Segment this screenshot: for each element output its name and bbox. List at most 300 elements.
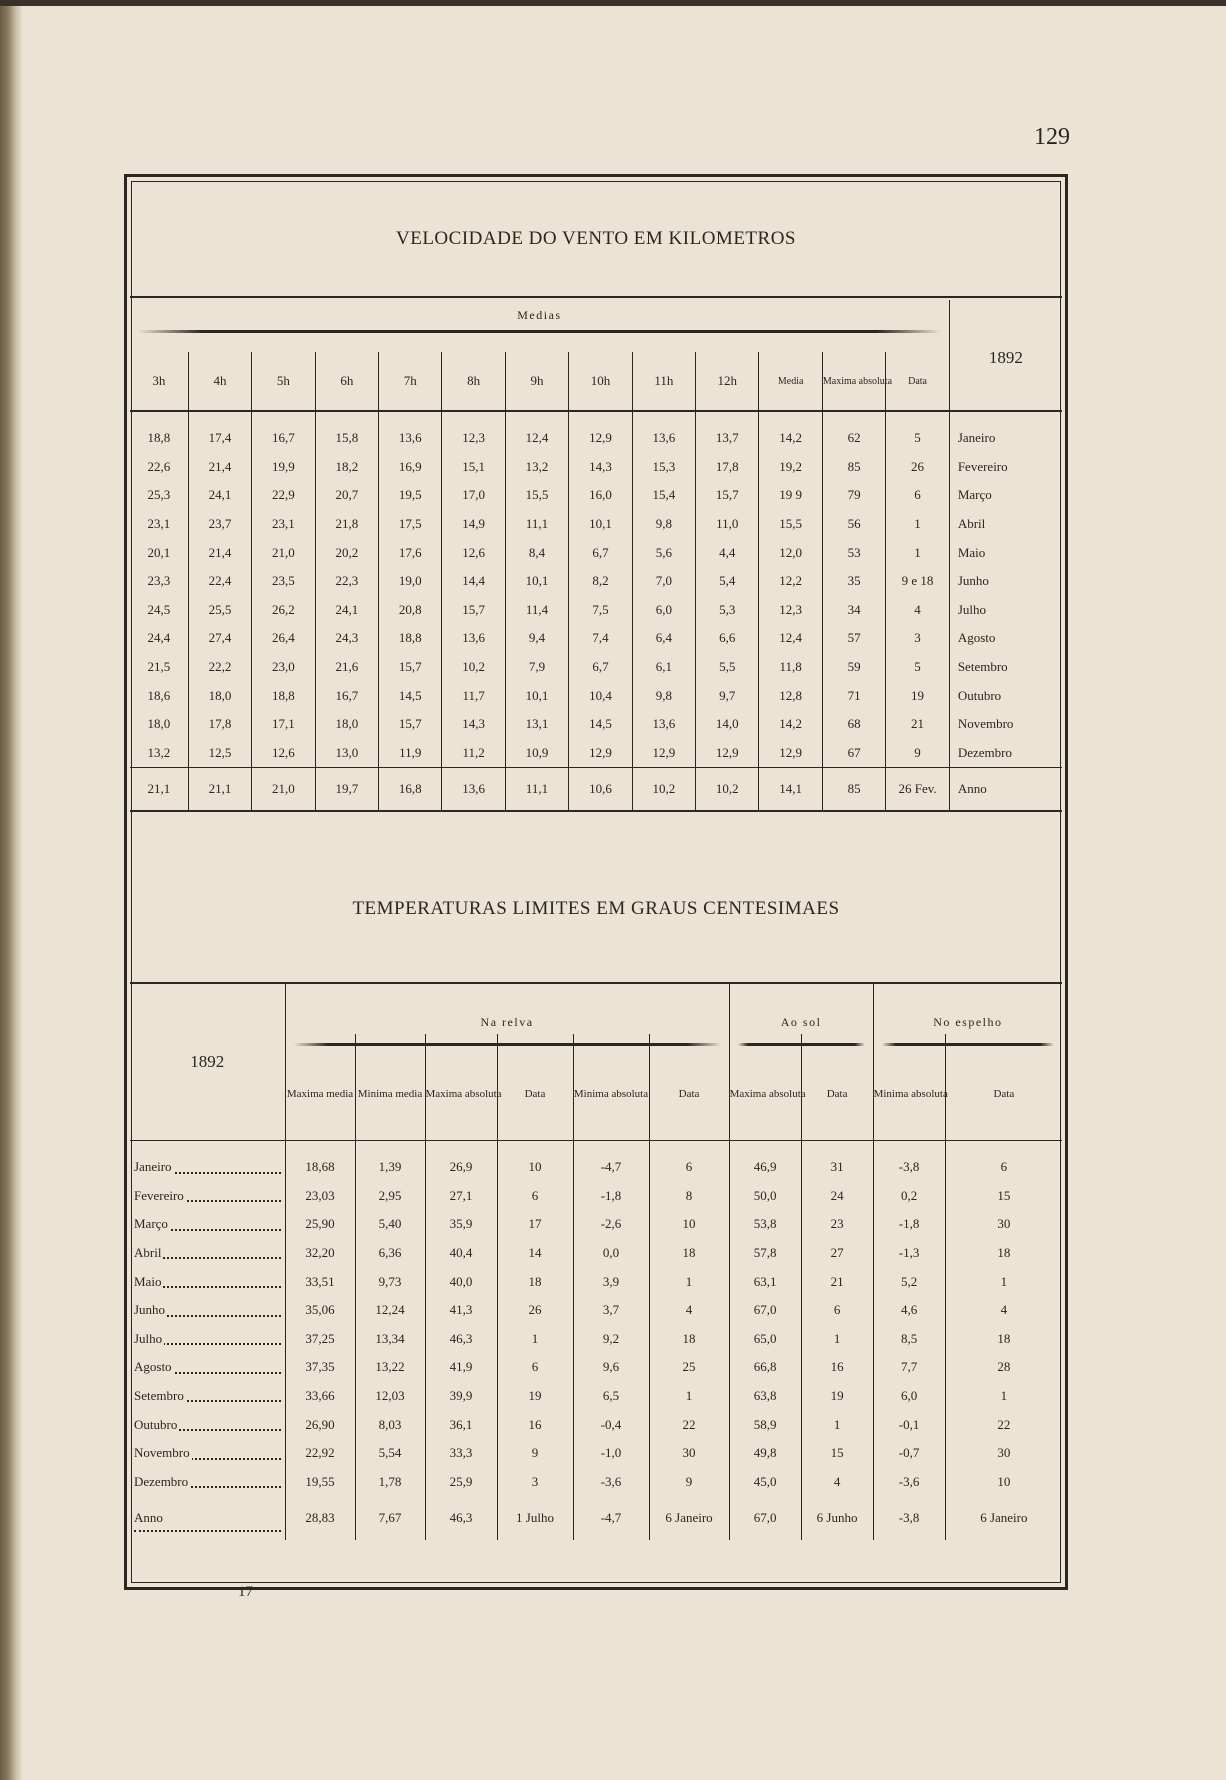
wind-cell: 22,3	[315, 567, 378, 596]
wind-annual-cell: 16,8	[379, 768, 442, 812]
medias-group-header	[130, 300, 949, 352]
temperature-cell: 16	[801, 1353, 873, 1382]
wind-cell: 12,8	[759, 681, 822, 710]
temperature-cell: 1	[649, 1382, 729, 1411]
temperature-cell: 9	[649, 1468, 729, 1497]
wind-cell: 21,6	[315, 653, 378, 682]
wind-col-header: 12h	[696, 352, 759, 411]
wind-month: Abril	[957, 516, 986, 532]
temperature-col-header: Data	[649, 1034, 729, 1141]
temperature-cell: 26	[497, 1296, 573, 1325]
temperature-cell: 9,6	[573, 1353, 649, 1382]
temperature-cell: -1,8	[873, 1210, 945, 1239]
wind-cell: 24,1	[188, 481, 251, 510]
temperature-cell: -0,1	[873, 1410, 945, 1439]
wind-cell: 15,7	[696, 481, 759, 510]
wind-cell: 14,9	[442, 510, 505, 539]
wind-cell: 21,5	[130, 653, 188, 682]
wind-annual-cell: 21,0	[252, 768, 315, 812]
wind-cell: 14,2	[759, 411, 822, 453]
temperature-cell: 18	[997, 1245, 1011, 1261]
temperature-cell: 9	[497, 1439, 573, 1468]
wind-cell: 18,0	[315, 710, 378, 739]
wind-cell: 12,3	[442, 411, 505, 453]
temperature-month-label: Setembro	[134, 1388, 184, 1404]
wind-cell: 10,2	[442, 653, 505, 682]
wind-cell: 1	[886, 510, 950, 539]
wind-cell: 62	[822, 411, 885, 453]
wind-cell: 18,2	[315, 453, 378, 482]
wind-row	[130, 596, 1062, 625]
wind-cell: 13,7	[696, 411, 759, 453]
temperature-cell: 18	[497, 1267, 573, 1296]
temperature-cell: 7,7	[873, 1353, 945, 1382]
temperature-cell: -4,7	[573, 1496, 649, 1540]
temperature-cell: 22,92	[285, 1439, 355, 1468]
wind-annual-label: Anno	[949, 768, 1062, 812]
temperature-cell: 33,3	[425, 1439, 497, 1468]
temperature-cell: 1	[1000, 1388, 1008, 1404]
wind-cell: 26	[886, 453, 950, 482]
temperature-cell: -2,6	[573, 1210, 649, 1239]
wind-col-header: 7h	[379, 352, 442, 411]
wind-cell: 12,4	[759, 624, 822, 653]
wind-cell: 24,4	[130, 624, 188, 653]
wind-cell: 15,7	[442, 596, 505, 625]
wind-cell: 23,1	[252, 510, 315, 539]
temperature-limits-table	[130, 984, 1062, 1540]
wind-cell: 7,0	[632, 567, 695, 596]
wind-cell: 13,6	[632, 710, 695, 739]
temperature-col-header: Maxima absoluta	[729, 1034, 801, 1141]
temperature-month-label: Abril	[134, 1245, 162, 1261]
wind-cell: 85	[822, 453, 885, 482]
temperature-cell: 1	[801, 1325, 873, 1354]
temperature-row	[130, 1468, 1062, 1497]
temperature-cell: 65,0	[729, 1325, 801, 1354]
wind-cell: 14,2	[759, 710, 822, 739]
temperature-cell: 25	[649, 1353, 729, 1382]
temperature-cell: 15	[997, 1187, 1011, 1203]
temperature-cell: 13,22	[355, 1353, 425, 1382]
wind-row	[130, 710, 1062, 739]
temperature-cell: 6 Junho	[801, 1496, 873, 1540]
temperature-cell: 10	[997, 1473, 1011, 1489]
temperature-col-header: Data	[497, 1034, 573, 1141]
temperature-col-header: Minima media	[355, 1034, 425, 1141]
temperature-cell: 31	[801, 1141, 873, 1182]
temperature-month-label: Junho	[134, 1302, 166, 1318]
printer-signature: 17	[238, 1584, 253, 1600]
medias-label: Medias	[517, 308, 562, 322]
wind-cell: 12,2	[759, 567, 822, 596]
wind-cell: 15,5	[505, 481, 568, 510]
temperature-row	[130, 1182, 1062, 1211]
wind-cell: 18,0	[130, 710, 188, 739]
wind-cell: 19,5	[379, 481, 442, 510]
wind-month: Julho	[957, 601, 986, 617]
wind-cell: 23,0	[252, 653, 315, 682]
temperature-cell: 33,66	[285, 1382, 355, 1411]
temperature-cell: -3,8	[873, 1496, 945, 1540]
wind-cell: 18,6	[130, 681, 188, 710]
temperature-cell: 9,2	[573, 1325, 649, 1354]
wind-cell: 17,8	[188, 710, 251, 739]
temperature-cell: 6	[801, 1296, 873, 1325]
wind-cell: 21,4	[188, 538, 251, 567]
temperature-cell: 45,0	[729, 1468, 801, 1497]
temperature-month	[130, 1325, 285, 1354]
temperature-cell: 3	[497, 1468, 573, 1497]
wind-cell: 26,2	[252, 596, 315, 625]
wind-cell: 17,4	[188, 411, 251, 453]
temperature-cell: 37,25	[285, 1325, 355, 1354]
wind-cell: 19 9	[759, 481, 822, 510]
temperature-cell: 35,9	[425, 1210, 497, 1239]
wind-cell: 13,6	[379, 411, 442, 453]
temperature-cell: 49,8	[729, 1439, 801, 1468]
temperature-cell: 57,8	[729, 1239, 801, 1268]
wind-cell: 12,9	[569, 411, 632, 453]
wind-cell: 5,4	[696, 567, 759, 596]
wind-annual-cell: 10,2	[632, 768, 695, 812]
ao-sol-group-header	[729, 984, 873, 1034]
temperature-cell: 67,0	[729, 1296, 801, 1325]
temperature-cell: 9,73	[355, 1267, 425, 1296]
temperature-month-label: Março	[134, 1216, 168, 1232]
wind-cell: 6,6	[696, 624, 759, 653]
wind-annual-cell: 10,6	[569, 768, 632, 812]
temperature-cell: 30	[997, 1216, 1011, 1232]
temperature-cell: 8,03	[355, 1410, 425, 1439]
temperature-cell: 33,51	[285, 1267, 355, 1296]
wind-cell: 6	[886, 481, 950, 510]
temperature-cell: 6 Janeiro	[980, 1510, 1028, 1526]
temperature-month	[130, 1468, 285, 1497]
wind-cell: 21	[886, 710, 950, 739]
wind-cell: 14,3	[569, 453, 632, 482]
wind-col-header: 6h	[315, 352, 378, 411]
wind-cell: 15,7	[379, 710, 442, 739]
wind-col-header: 8h	[442, 352, 505, 411]
wind-cell: 13,1	[505, 710, 568, 739]
temperature-month	[130, 1410, 285, 1439]
temperature-cell: 46,9	[729, 1141, 801, 1182]
wind-month: Junho	[957, 573, 989, 589]
wind-cell: 11,1	[505, 510, 568, 539]
wind-cell: 11,2	[442, 739, 505, 768]
wind-month: Fevereiro	[957, 458, 1008, 474]
temperature-month-label: Janeiro	[134, 1159, 172, 1175]
temperature-cell: 50,0	[729, 1182, 801, 1211]
temperature-cell: -1,3	[873, 1239, 945, 1268]
wind-cell: 12,6	[252, 739, 315, 768]
ao-sol-brace	[738, 1043, 865, 1046]
temperature-cell: 32,20	[285, 1239, 355, 1268]
wind-cell: 19	[886, 681, 950, 710]
wind-cell: 13,0	[315, 739, 378, 768]
temperature-col-header: Minima absoluta	[873, 1034, 945, 1141]
temperature-cell: 1,78	[355, 1468, 425, 1497]
temperature-cell: -3,6	[873, 1468, 945, 1497]
wind-row	[130, 411, 1062, 453]
wind-annual-cell: 85	[822, 768, 885, 812]
temperature-cell: 66,8	[729, 1353, 801, 1382]
wind-cell: 17,6	[379, 538, 442, 567]
temperature-cell: 18	[997, 1330, 1011, 1346]
wind-annual-cell: 14,1	[759, 768, 822, 812]
wind-col-header: 9h	[505, 352, 568, 411]
wind-cell: 23,3	[130, 567, 188, 596]
temperature-cell: 28	[997, 1359, 1011, 1375]
wind-row	[130, 453, 1062, 482]
temperature-month-label: Anno	[134, 1510, 163, 1526]
wind-annual-cell: 19,7	[315, 768, 378, 812]
temperature-cell: 10	[649, 1210, 729, 1239]
temperature-cell: -1,0	[573, 1439, 649, 1468]
wind-row	[130, 653, 1062, 682]
wind-col-header: 11h	[632, 352, 695, 411]
wind-cell: 20,8	[379, 596, 442, 625]
wind-cell: 18,8	[130, 411, 188, 453]
temperature-cell: 2,95	[355, 1182, 425, 1211]
wind-cell: 14,4	[442, 567, 505, 596]
wind-cell: 13,2	[505, 453, 568, 482]
temperature-cell: 22	[649, 1410, 729, 1439]
temperature-month	[130, 1496, 285, 1540]
temperature-cell: 63,1	[729, 1267, 801, 1296]
temperature-month-label: Outubro	[134, 1416, 178, 1432]
wind-cell: 15,3	[632, 453, 695, 482]
wind-row	[130, 481, 1062, 510]
wind-cell: 79	[822, 481, 885, 510]
temperature-cell: 5,40	[355, 1210, 425, 1239]
temperature-cell: 13,34	[355, 1325, 425, 1354]
wind-cell: 13,6	[632, 411, 695, 453]
wind-cell: 17,8	[696, 453, 759, 482]
temperature-year-header: 1892	[130, 984, 285, 1141]
wind-annual-row	[130, 768, 1062, 812]
wind-month: Março	[957, 487, 992, 503]
wind-cell: 27,4	[188, 624, 251, 653]
temperature-row	[130, 1325, 1062, 1354]
wind-cell: 19,0	[379, 567, 442, 596]
wind-cell: 26,4	[252, 624, 315, 653]
wind-column-headers	[130, 352, 1062, 411]
wind-cell: 12,9	[632, 739, 695, 768]
wind-cell: 15,7	[379, 653, 442, 682]
wind-cell: 16,7	[315, 681, 378, 710]
wind-col-header: 5h	[252, 352, 315, 411]
na-relva-brace	[294, 1043, 721, 1046]
temperature-cell: 5,2	[873, 1267, 945, 1296]
wind-cell: 14,0	[696, 710, 759, 739]
temperature-cell: 18	[649, 1239, 729, 1268]
wind-cell: 1	[886, 538, 950, 567]
wind-cell: 20,7	[315, 481, 378, 510]
wind-month: Agosto	[957, 630, 996, 646]
wind-cell: 7,5	[569, 596, 632, 625]
temperature-cell: 39,9	[425, 1382, 497, 1411]
temperature-row	[130, 1267, 1062, 1296]
wind-cell: 9 e 18	[886, 567, 950, 596]
wind-col-header: Media	[759, 352, 822, 411]
wind-cell: 14,5	[379, 681, 442, 710]
wind-table-title: VELOCIDADE DO VENTO EM KILOMETROS	[396, 228, 796, 249]
temperature-cell: 30	[649, 1439, 729, 1468]
temperature-row	[130, 1382, 1062, 1411]
temperature-cell: 6	[1000, 1159, 1008, 1175]
temperature-cell: 41,3	[425, 1296, 497, 1325]
no-espelho-brace	[882, 1043, 1055, 1046]
no-espelho-group-header	[873, 984, 1062, 1034]
wind-cell: 6,0	[632, 596, 695, 625]
temperature-cell: 18	[649, 1325, 729, 1354]
temperature-cell: 24	[801, 1182, 873, 1211]
wind-cell: 7,4	[569, 624, 632, 653]
temperature-cell: 5,54	[355, 1439, 425, 1468]
temperature-month-label: Dezembro	[134, 1473, 189, 1489]
temperature-col-header: Maxima absoluta	[425, 1034, 497, 1141]
wind-cell: 12,9	[696, 739, 759, 768]
temperature-cell: -4,7	[573, 1141, 649, 1182]
temperature-cell: -3,8	[873, 1141, 945, 1182]
wind-cell: 8,2	[569, 567, 632, 596]
wind-annual-cell: 26 Fev.	[886, 768, 950, 812]
wind-cell: 5,3	[696, 596, 759, 625]
temperature-month	[130, 1239, 285, 1268]
temperature-cell: 0,0	[573, 1239, 649, 1268]
temperature-cell: 58,9	[729, 1410, 801, 1439]
wind-cell: 10,1	[569, 510, 632, 539]
wind-col-header: Maxima absoluta	[822, 352, 885, 411]
temperature-cell: 53,8	[729, 1210, 801, 1239]
temperature-cell: -1,8	[573, 1182, 649, 1211]
wind-cell: 11,9	[379, 739, 442, 768]
wind-cell: 5	[886, 411, 950, 453]
temperature-cell: 6,5	[573, 1382, 649, 1411]
temperature-cell: 23	[801, 1210, 873, 1239]
wind-cell: 21,4	[188, 453, 251, 482]
wind-cell: 34	[822, 596, 885, 625]
temperature-cell: 40,4	[425, 1239, 497, 1268]
temperature-month-label: Novembro	[134, 1445, 190, 1461]
wind-cell: 21,8	[315, 510, 378, 539]
temperature-cell: 8,5	[873, 1325, 945, 1354]
wind-month: Dezembro	[957, 744, 1012, 760]
na-relva-label: Na relva	[480, 1015, 534, 1029]
wind-cell: 13,6	[442, 624, 505, 653]
wind-row	[130, 739, 1062, 768]
wind-cell: 9,7	[696, 681, 759, 710]
wind-cell: 20,2	[315, 538, 378, 567]
wind-cell: 17,1	[252, 710, 315, 739]
wind-cell: 12,6	[442, 538, 505, 567]
wind-cell: 4	[886, 596, 950, 625]
temperature-table-title: TEMPERATURAS LIMITES EM GRAUS CENTESIMAES	[352, 898, 840, 919]
temperature-cell: 1 Julho	[497, 1496, 573, 1540]
wind-cell: 14,5	[569, 710, 632, 739]
wind-cell: 16,0	[569, 481, 632, 510]
na-relva-group-header	[285, 984, 729, 1034]
temperature-cell: 35,06	[285, 1296, 355, 1325]
temperature-cell: 26,9	[425, 1141, 497, 1182]
temperature-cell: 6	[497, 1353, 573, 1382]
wind-cell: 6,4	[632, 624, 695, 653]
wind-cell: 12,0	[759, 538, 822, 567]
wind-cell: 19,2	[759, 453, 822, 482]
wind-year-header: 1892	[949, 300, 1062, 411]
temperature-cell: 1,39	[355, 1141, 425, 1182]
temperature-cell: 26,90	[285, 1410, 355, 1439]
wind-month: Outubro	[957, 687, 1002, 703]
temperature-cell: 4	[801, 1468, 873, 1497]
wind-cell: 21,0	[252, 538, 315, 567]
temperature-cell: -0,7	[873, 1439, 945, 1468]
wind-cell: 15,8	[315, 411, 378, 453]
wind-cell: 22,9	[252, 481, 315, 510]
temperature-row	[130, 1439, 1062, 1468]
wind-cell: 9,8	[632, 681, 695, 710]
wind-cell: 8,4	[505, 538, 568, 567]
wind-cell: 11,0	[696, 510, 759, 539]
temperature-month	[130, 1382, 285, 1411]
temperature-cell: 7,67	[355, 1496, 425, 1540]
wind-row	[130, 567, 1062, 596]
wind-cell: 3	[886, 624, 950, 653]
temperature-cell: 40,0	[425, 1267, 497, 1296]
temperature-cell: 25,9	[425, 1468, 497, 1497]
dot-leader	[134, 1530, 281, 1532]
temperature-row	[130, 1141, 1062, 1182]
temperature-cell: -0,4	[573, 1410, 649, 1439]
wind-cell: 68	[822, 710, 885, 739]
temperature-row	[130, 1210, 1062, 1239]
wind-cell: 24,5	[130, 596, 188, 625]
wind-month: Janeiro	[957, 430, 996, 446]
wind-cell: 22,2	[188, 653, 251, 682]
temperature-cell: 16	[497, 1410, 573, 1439]
wind-cell: 35	[822, 567, 885, 596]
wind-cell: 9,8	[632, 510, 695, 539]
temperature-month-label: Julho	[134, 1330, 163, 1346]
wind-cell: 10,1	[505, 567, 568, 596]
wind-cell: 57	[822, 624, 885, 653]
temperature-cell: 27,1	[425, 1182, 497, 1211]
temperature-cell: 23,03	[285, 1182, 355, 1211]
temperature-cell: 28,83	[285, 1496, 355, 1540]
temperature-cell: 14	[497, 1239, 573, 1268]
wind-row	[130, 624, 1062, 653]
wind-row	[130, 681, 1062, 710]
temperature-cell: 6 Janeiro	[649, 1496, 729, 1540]
wind-cell: 24,3	[315, 624, 378, 653]
temperature-cell: 6,0	[873, 1382, 945, 1411]
temperature-cell: 12,03	[355, 1382, 425, 1411]
temperature-cell: 21	[801, 1267, 873, 1296]
temperature-col-header: Minima absoluta	[573, 1034, 649, 1141]
wind-cell: 6,7	[569, 653, 632, 682]
temperature-cell: 1	[497, 1325, 573, 1354]
wind-cell: 12,9	[569, 739, 632, 768]
temperature-cell: 18,68	[285, 1141, 355, 1182]
wind-cell: 12,5	[188, 739, 251, 768]
wind-cell: 56	[822, 510, 885, 539]
temperature-month-label: Maio	[134, 1273, 162, 1289]
wind-cell: 12,4	[505, 411, 568, 453]
wind-cell: 25,5	[188, 596, 251, 625]
temperature-month	[130, 1296, 285, 1325]
